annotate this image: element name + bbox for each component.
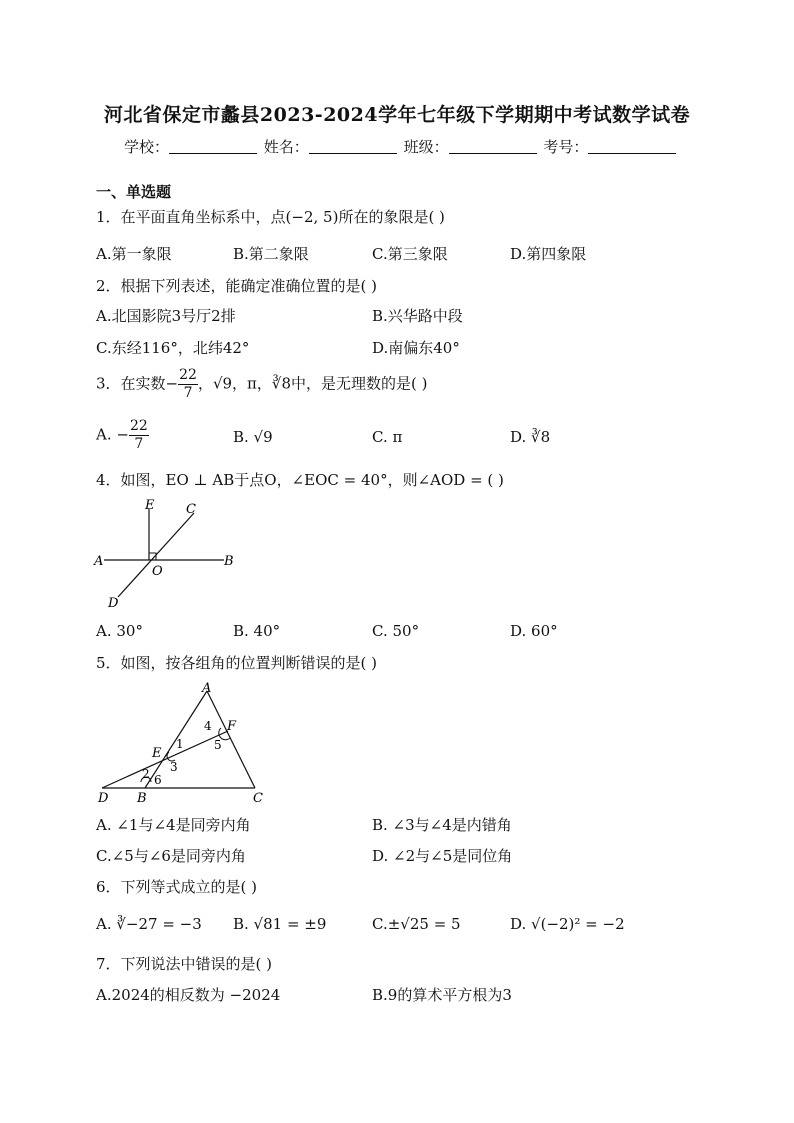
label-1: 1 [176, 737, 184, 751]
q1-option-b: B.第二象限 [233, 245, 309, 263]
q2-option-b: B.兴华路中段 [372, 307, 463, 325]
q4-option-c: C. 50° [372, 622, 420, 640]
label-d: D [108, 596, 119, 611]
school-label: 学校： [124, 138, 170, 156]
q3-opt-a-frac-den: 7 [134, 436, 144, 452]
label-c: C [186, 502, 196, 517]
q3-option-a-text: A. − [96, 425, 129, 444]
label-2: 2 [142, 767, 150, 781]
q4-option-a: A. 30° [96, 622, 143, 640]
q3-stem-prefix: 3．在实数− [96, 374, 179, 393]
q4-option-d: D. 60° [510, 622, 558, 640]
q4-figure [90, 495, 250, 615]
section-heading: 一、单选题 [96, 183, 172, 201]
class-label: 班级： [403, 138, 449, 156]
q3-stem-fraction [178, 367, 198, 402]
label-5: 5 [214, 738, 222, 752]
name-blank[interactable] [309, 139, 397, 154]
q6-option-b: B. √81 = ±9 [233, 915, 327, 933]
q3-stem-frac-den: 7 [183, 385, 193, 401]
q3-option-d: D. ∛8 [510, 428, 551, 446]
class-blank[interactable] [449, 139, 537, 154]
q5-option-a: A. ∠1与∠4是同旁内角 [96, 816, 251, 834]
label-3: 3 [170, 760, 178, 774]
q5-figure [90, 678, 280, 808]
label-e: E [145, 498, 155, 513]
student-info-row [124, 136, 678, 157]
question-5-stem: 5．如图，按各组角的位置判断错误的是( ) [96, 654, 378, 672]
label-d: D [98, 791, 109, 806]
q2-option-a: A.北国影院3号厅2排 [96, 307, 236, 325]
question-1-stem: 1．在平面直角坐标系中，点(−2, 5)所在的象限是( ) [96, 208, 445, 226]
question-7-stem: 7．下列说法中错误的是( ) [96, 955, 273, 973]
q3-stem-frac-num: 22 [179, 367, 197, 383]
label-b: B [224, 554, 234, 569]
q2-option-d: D.南偏东40° [372, 339, 460, 357]
line-df [102, 731, 228, 788]
q4-option-b: B. 40° [233, 622, 281, 640]
q3-option-a [96, 418, 149, 453]
label-c: C [253, 791, 263, 806]
question-4-stem: 4．如图，EO ⊥ AB于点O，∠EOC = 40°，则∠AOD = ( ) [96, 471, 504, 489]
q7-option-b: B.9的算术平方根为3 [372, 986, 512, 1004]
q5-option-d: D. ∠2与∠5是同位角 [372, 847, 513, 865]
name-label: 姓名： [263, 138, 309, 156]
q1-option-d: D.第四象限 [510, 245, 587, 263]
question-2-stem: 2．根据下列表述，能确定准确位置的是( ) [96, 277, 378, 295]
q5-option-c: C.∠5与∠6是同旁内角 [96, 847, 246, 865]
exam-title: 河北省保定市蠡县2023-2024学年七年级下学期期中考试数学试卷 [103, 104, 691, 126]
label-4: 4 [204, 719, 212, 733]
q2-option-c: C.东经116°，北纬42° [96, 339, 250, 357]
label-b: B [137, 791, 147, 806]
q6-option-d: D. √(−2)² = −2 [510, 915, 625, 933]
label-6: 6 [154, 773, 162, 787]
label-e: E [152, 746, 162, 761]
q5-option-b: B. ∠3与∠4是内错角 [372, 816, 512, 834]
q6-option-c: C.±√25 = 5 [372, 915, 461, 933]
q6-option-a: A. ∛−27 = −3 [96, 915, 202, 933]
q3-opt-a-frac-num: 22 [129, 418, 148, 434]
question-3-stem [96, 367, 428, 402]
label-o: O [152, 564, 163, 579]
school-blank[interactable] [169, 139, 257, 154]
exam-number-label: 考号： [543, 138, 589, 156]
label-f: F [227, 719, 237, 734]
q3-option-c: C. π [372, 428, 403, 446]
label-a: A [202, 681, 212, 696]
q3-option-a-fraction [129, 418, 149, 453]
label-a: A [94, 554, 104, 569]
exam-number-blank[interactable] [588, 139, 676, 154]
q3-stem-rest: ，√9，π，∛8中，是无理数的是( ) [197, 374, 428, 393]
q7-option-a: A.2024的相反数为 −2024 [96, 986, 281, 1004]
question-6-stem: 6．下列等式成立的是( ) [96, 878, 258, 896]
q3-option-b: B. √9 [233, 428, 273, 446]
q1-option-c: C.第三象限 [372, 245, 448, 263]
q1-option-a: A.第一象限 [96, 245, 172, 263]
